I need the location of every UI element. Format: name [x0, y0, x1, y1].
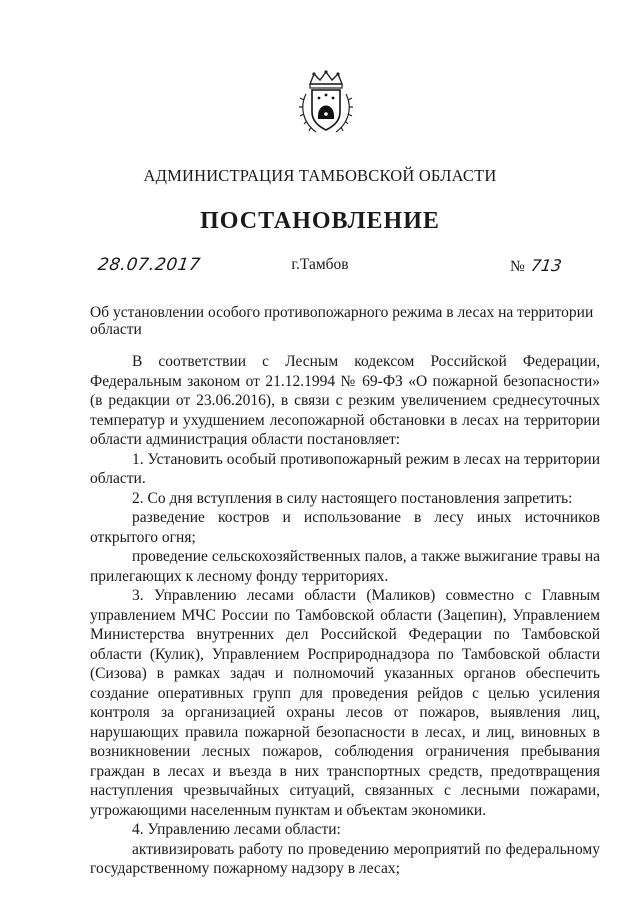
body-paragraph: разведение костров и использование в лесу иных источников открытого огня;	[90, 509, 600, 546]
document-type-title: ПОСТАНОВЛЕНИЕ	[200, 208, 440, 234]
agency-name: АДМИНИСТРАЦИЯ ТАМБОВСКОЙ ОБЛАСТИ	[143, 166, 497, 185]
body-paragraph: 3. Управлению лесами области (Маликов) совместно с Главным управлением МЧС России по Тамбовской области (Зацепин), Управлением Министерства внутренних дел Российской Федерации по Тамбовской области (Кулик), Управлением Росприроднадзора по Тамбовской области (Сизова) в рамках задач и полномочий указанных органов обеспечить создание оперативных групп для проведения рейдов с целью усиления контроля за организацией охраны лесов от пожаров, выявления лиц, нарушающих правила пожарной безопасности в лесах, и лиц, виновных в возникновении лесных пожаров, соблюдения ограничения пребывания граждан в лесах и въезда в них транспортных средств, предотвращения наступления чрезвычайных ситуаций, связанных с лесными пожарами, угрожающими населенным пунктам и объектам экономики.	[90, 587, 600, 819]
document-number	[510, 256, 561, 276]
handwritten-date: 28.07.2017	[96, 255, 202, 275]
body-paragraph: 2. Со дня вступления в силу настоящего постановления запретить:	[132, 489, 573, 507]
body-paragraph: активизировать работу по проведению мероприятий по федеральному государственному пожарному надзору в лесах;	[90, 840, 600, 877]
number-sign: №	[510, 258, 525, 275]
date-line	[0, 256, 640, 278]
body-paragraph: 4. Управлению лесами области:	[132, 821, 341, 838]
body-paragraph: проведение сельскохозяйственных палов, а также выжигание травы на прилегающих к лесному фонду территориях.	[90, 548, 600, 585]
body-paragraph: В соответствии с Лесным кодексом Российской Федерации, Федеральным законом от 21.12.1994 № 69-ФЗ «О пожарной безопасности» (в редакции от 23.06.2016), в связи с резким увеличением среднесуточных температур и ухудшением лесопожарной обстановки в лесах на территории области администрация области постановляет:	[90, 353, 600, 448]
city-name: г.Тамбов	[291, 256, 349, 273]
document-subject: Об установлении особого противопожарного режима в лесах на территории области	[90, 304, 594, 338]
handwritten-number: 713	[529, 256, 563, 275]
document-body	[90, 352, 600, 879]
body-paragraph: 1. Установить особый противопожарный режим в лесах на территории области.	[90, 450, 600, 487]
coat-of-arms-icon	[298, 70, 354, 136]
